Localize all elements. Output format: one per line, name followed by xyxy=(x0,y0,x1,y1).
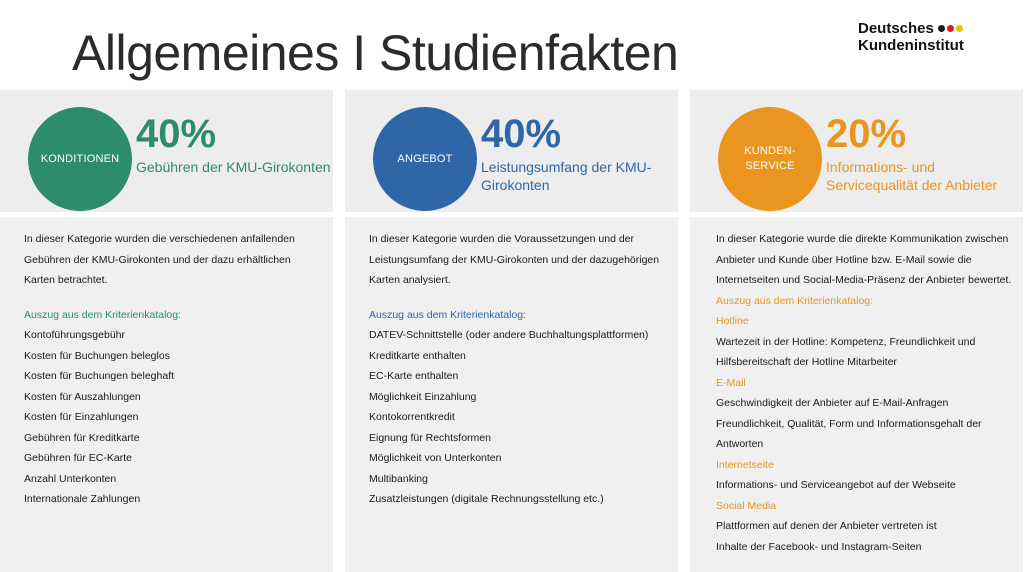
section-heading-internetseite: Internetseite xyxy=(716,458,774,471)
list-item: Gebühren für Kreditkarte xyxy=(24,431,140,444)
percent-value: 40% xyxy=(481,112,562,156)
section-line: Freundlichkeit, Qualität, Form und Informationsgehalt der Antworten xyxy=(716,417,982,450)
list-item: Kreditkarte enthalten xyxy=(369,349,466,362)
list-item: Kontokorrentkredit xyxy=(369,411,455,423)
list-item: Gebühren für EC-Karte xyxy=(24,452,132,464)
katalog-heading: Auszug aus dem Kriterienkatalog: xyxy=(716,294,874,307)
percent-value: 40% xyxy=(136,112,217,156)
logo-dots-icon xyxy=(938,25,963,32)
list-item: Kosten für Einzahlungen xyxy=(24,411,139,423)
category-description: Gebühren der KMU-Girokonten xyxy=(136,159,331,175)
list-item: Kosten für Buchungen beleglos xyxy=(24,349,170,362)
circle-label: ANGEBOT xyxy=(397,152,453,165)
katalog-heading: Auszug aus dem Kriterienkatalog: xyxy=(369,308,527,321)
circle-label-line-1: KUNDEN- xyxy=(744,145,796,157)
katalog-heading: Auszug aus dem Kriterienkatalog: xyxy=(24,308,182,321)
list-item: Anzahl Unterkonten xyxy=(24,472,117,485)
circle-label: KONDITIONEN xyxy=(40,152,120,165)
section-line: Informations- und Serviceangebot auf der Webseite xyxy=(716,479,956,491)
list-item: Multibanking xyxy=(369,472,428,485)
list-item: Kosten für Auszahlungen xyxy=(24,390,141,403)
category-description: Informations- und Servicequalität der Anbieter xyxy=(826,159,998,193)
criteria-list xyxy=(369,325,669,510)
column-body xyxy=(345,217,678,572)
column-body xyxy=(0,217,333,572)
list-item: EC-Karte enthalten xyxy=(369,370,459,382)
section-line: Wartezeit in der Hotline: Kompetenz, Freundlichkeit und Hilfsbereitschaft der Hotline Mitarbeiter xyxy=(716,335,976,368)
circle-label-line-2: SERVICE xyxy=(745,160,795,172)
section-line: Geschwindigkeit der Anbieter auf E-Mail-Anfragen xyxy=(716,397,949,409)
category-circle xyxy=(28,107,132,211)
list-item: Zusatzleistungen (digitale Rechnungsstellung etc.) xyxy=(369,493,604,505)
list-item: Internationale Zahlungen xyxy=(24,493,141,505)
list-item: Kontoführungsgebühr xyxy=(24,329,125,341)
column-header xyxy=(345,90,678,212)
list-item: Möglichkeit von Unterkonten xyxy=(369,452,502,464)
section-heading-hotline: Hotline xyxy=(716,315,749,327)
list-item: Möglichkeit Einzahlung xyxy=(369,390,477,403)
section-heading-social-media: Social Media xyxy=(716,499,777,512)
logo-dot-icon xyxy=(938,25,945,32)
category-circle xyxy=(373,107,477,211)
category-circle xyxy=(718,107,822,211)
column-body xyxy=(690,217,1023,572)
logo xyxy=(858,20,1008,54)
list-item: DATEV-Schnittstelle (oder andere Buchhaltungsplattformen) xyxy=(369,329,649,341)
section-line: Plattformen auf denen der Anbieter vertreten ist xyxy=(716,520,937,532)
page-title: Allgemeines I Studienfakten xyxy=(72,25,679,81)
intro-text: In dieser Kategorie wurde die direkte Kommunikation zwischen Anbieter und Kunde über Hotline bzw. E-Mail sowie die Internetseiten und Social-Media-Präsenz der Anbieter bewertet. xyxy=(716,233,1012,286)
intro-text: In dieser Kategorie wurden die verschiedenen anfallenden Gebühren der KMU-Girokonten und der dazu erhältlichen Karten betrachtet. xyxy=(24,233,295,286)
list-item: Kosten für Buchungen beleghaft xyxy=(24,370,175,382)
logo-line-2: Kundeninstitut xyxy=(858,37,964,54)
intro-text: In dieser Kategorie wurden die Voraussetzungen und der Leistungsumfang der KMU-Girokonten und der dazugehörigen Karten analysiert. xyxy=(369,233,660,286)
column-header xyxy=(0,90,333,212)
section-heading-email: E-Mail xyxy=(716,376,746,389)
percent-value: 20% xyxy=(826,112,907,156)
logo-line-1: Deutsches xyxy=(858,20,934,37)
section-line: Inhalte der Facebook- und Instagram-Seiten xyxy=(716,540,922,553)
column-header xyxy=(690,90,1023,212)
logo-dot-icon xyxy=(947,25,954,32)
logo-dot-icon xyxy=(956,25,963,32)
category-description: Leistungsumfang der KMU-Girokonten xyxy=(481,159,652,193)
criteria-list xyxy=(24,325,324,510)
list-item: Eignung für Rechtsformen xyxy=(369,431,491,444)
